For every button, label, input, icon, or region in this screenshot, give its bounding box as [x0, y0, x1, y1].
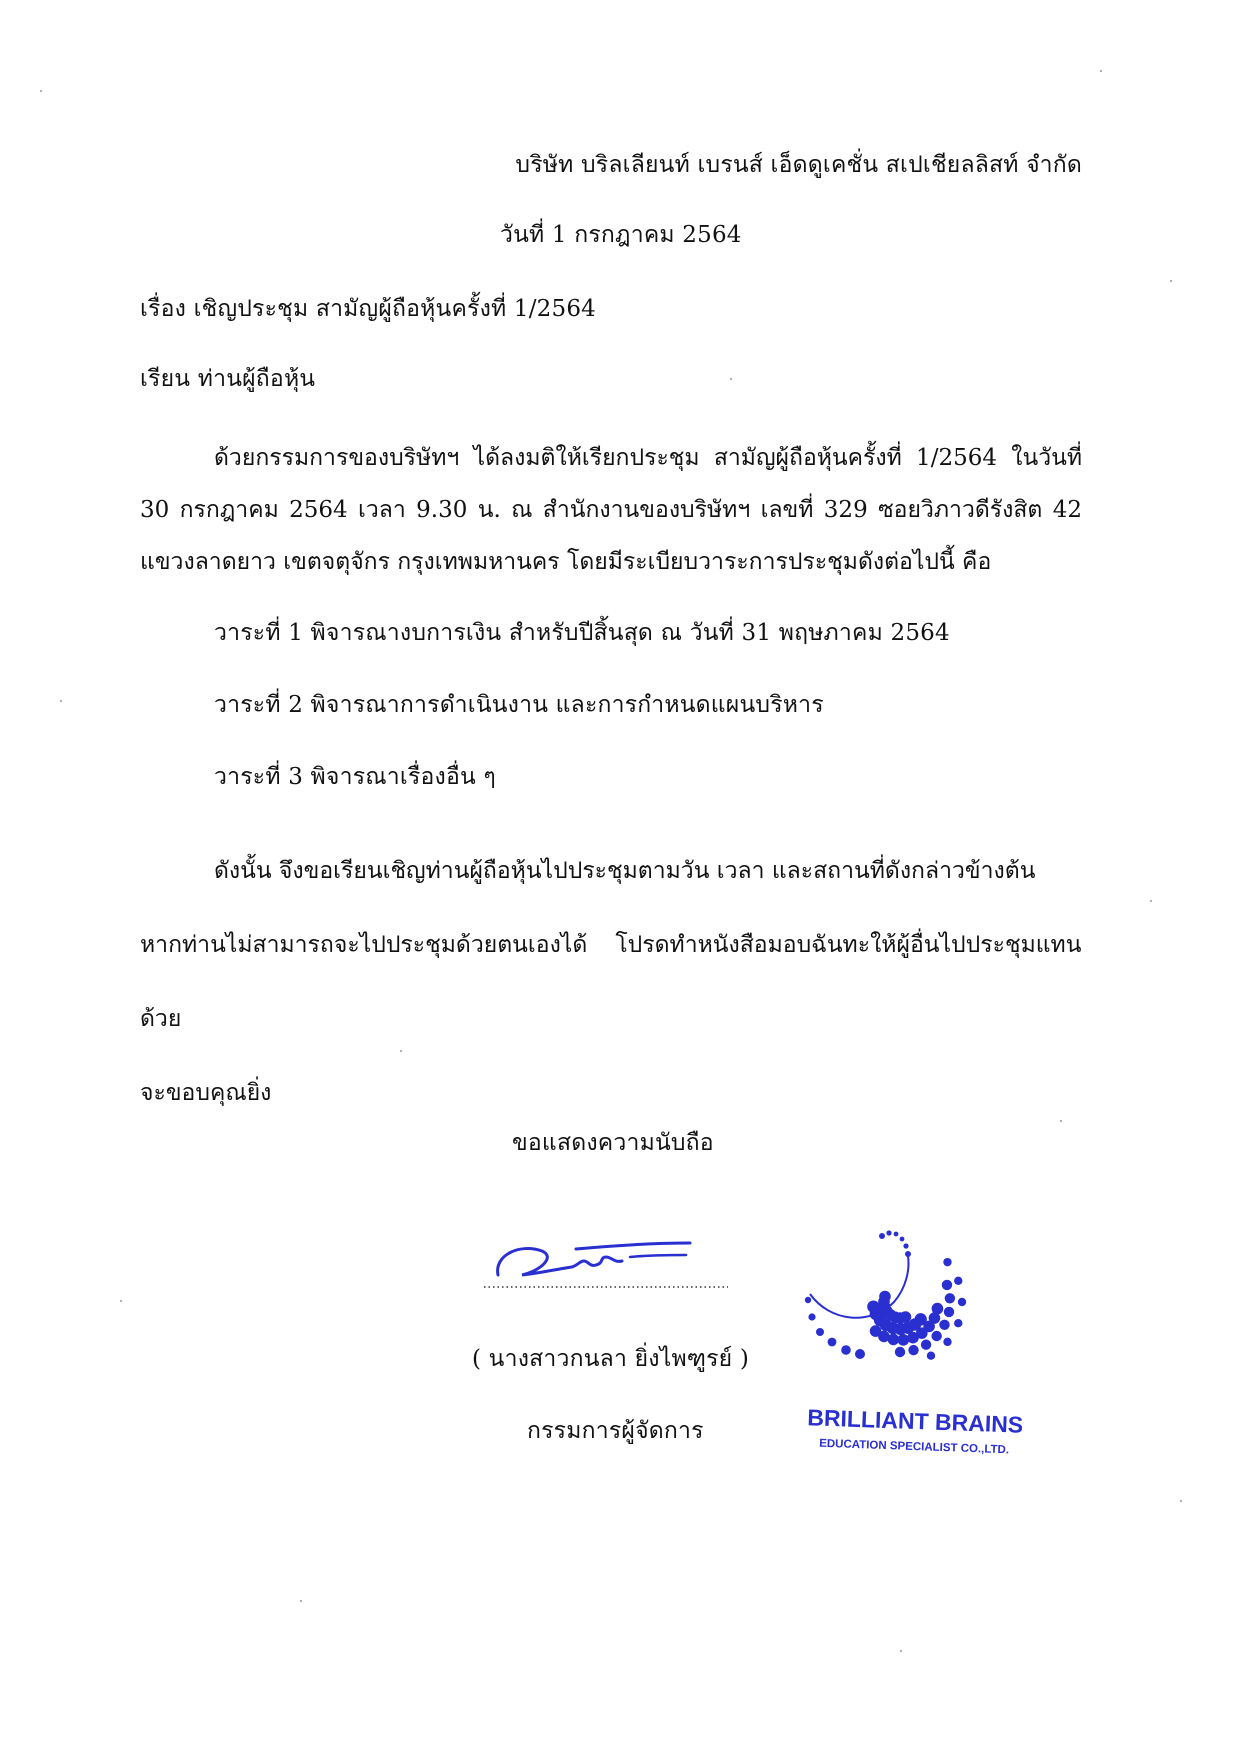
- logo-dot: [944, 1307, 954, 1317]
- signatory-name: ( นางสาวกนลา ยิ่งไพฑูรย์ ): [472, 1346, 750, 1372]
- agenda-item-1: วาระที่ 1 พิจารณางบการเงิน สำหรับปีสิ้นสุด ณ วันที่ 31 พฤษภาคม 2564: [214, 620, 950, 646]
- closing-line-1: ดังนั้น จึงขอเรียนเชิญท่านผู้ถือหุ้นไปประชุมตามวัน เวลา และสถานที่ดังกล่าวข้างต้น: [214, 858, 1036, 884]
- logo-swoosh: [810, 1256, 908, 1318]
- logo-dot: [903, 1243, 908, 1248]
- closing-paragraph: [140, 834, 1090, 1130]
- logo-dot: [945, 1293, 955, 1303]
- agenda-item-2: วาระที่ 2 พิจารณาการดำเนินงาน และการกำหนดแผนบริหาร: [214, 692, 824, 718]
- logo-dot: [921, 1339, 931, 1349]
- logo-dot: [895, 1347, 905, 1357]
- logo-dot: [954, 1277, 962, 1285]
- logo-dot: [855, 1349, 865, 1359]
- agenda-item-3: วาระที่ 3 พิจารณาเรื่องอื่น ๆ: [214, 764, 496, 790]
- logo-dot: [931, 1331, 941, 1341]
- signature-stroke-1: [498, 1248, 622, 1275]
- logo-dot: [879, 1233, 885, 1239]
- closing-line-3: จะขอบคุณยิ่ง: [140, 1080, 272, 1106]
- closing-line-2b: โปรดทำหนังสือมอบฉันทะให้ผู้อื่นไปประชุมแทนด้วย: [140, 932, 1082, 1032]
- logo-dot: [954, 1319, 962, 1327]
- logo-dot: [894, 1232, 899, 1237]
- logo-dot: [943, 1258, 951, 1266]
- logo-dot: [908, 1345, 918, 1355]
- logo-dot: [886, 1230, 891, 1235]
- signature-stroke-2: [576, 1243, 690, 1249]
- logo-dot: [939, 1320, 949, 1330]
- logo-dot: [943, 1338, 951, 1346]
- logo-tagline-text: EDUCATION SPECIALIST CO.,LTD.: [818, 1437, 1010, 1457]
- letter-date: วันที่ 1 กรกฎาคม 2564: [500, 222, 742, 248]
- logo-dot: [828, 1338, 837, 1347]
- logo-dot: [870, 1325, 882, 1337]
- logo-dot: [900, 1237, 905, 1242]
- closing-line-2: [140, 908, 1090, 1056]
- logo-dot: [805, 1297, 811, 1303]
- logo-dot: [879, 1291, 891, 1303]
- signature: [480, 1225, 730, 1295]
- signatory-title: กรรมการผู้จัดการ: [527, 1418, 704, 1444]
- salutation: เรียน ท่านผู้ถือหุ้น: [140, 366, 316, 392]
- closing-line-2a: หากท่านไม่สามารถจะไปประชุมด้วยตนเองได้: [140, 932, 588, 958]
- logo-dot: [841, 1345, 851, 1355]
- logo-brand-text: BRILLIANT BRAINS: [806, 1404, 1024, 1438]
- complimentary-close: ขอแสดงความนับถือ: [512, 1130, 714, 1156]
- company-name: บริษัท บริลเลียนท์ เบรนส์ เอ็ดดูเคชั่น สเปเชียลลิสท์ จำกัด: [515, 152, 1082, 178]
- logo-dot: [942, 1280, 952, 1290]
- logo-dot: [867, 1300, 879, 1312]
- logo-dot: [958, 1298, 966, 1306]
- logo-dot: [816, 1328, 824, 1336]
- company-logo-stamp: [790, 1222, 1040, 1472]
- intro-paragraph: ด้วยกรรมการของบริษัทฯ ได้ลงมติให้เรียกประชุม สามัญผู้ถือหุ้นครั้งที่ 1/2564 ในวันที่ 30 กรกฎาคม 2564 เวลา 9.30 น. ณ สำนักงานของบริษัทฯ เลขที่ 329 ซอยวิภาวดีรังสิต 42 แขวงลาดยาว เขตจตุจักร กรุงเทพมหานคร โดยมีระเบียบวาระการประชุมดังต่อไปนี้ คือ: [140, 445, 1082, 575]
- logo-dot-pattern: [805, 1230, 966, 1359]
- signature-stroke-3: [630, 1255, 686, 1257]
- logo-dot: [927, 1351, 935, 1359]
- logo-dot: [898, 1334, 910, 1346]
- logo-dot: [808, 1313, 815, 1320]
- subject-line: เรื่อง เชิญประชุม สามัญผู้ถือหุ้นครั้งที่ 1/2564: [140, 296, 596, 322]
